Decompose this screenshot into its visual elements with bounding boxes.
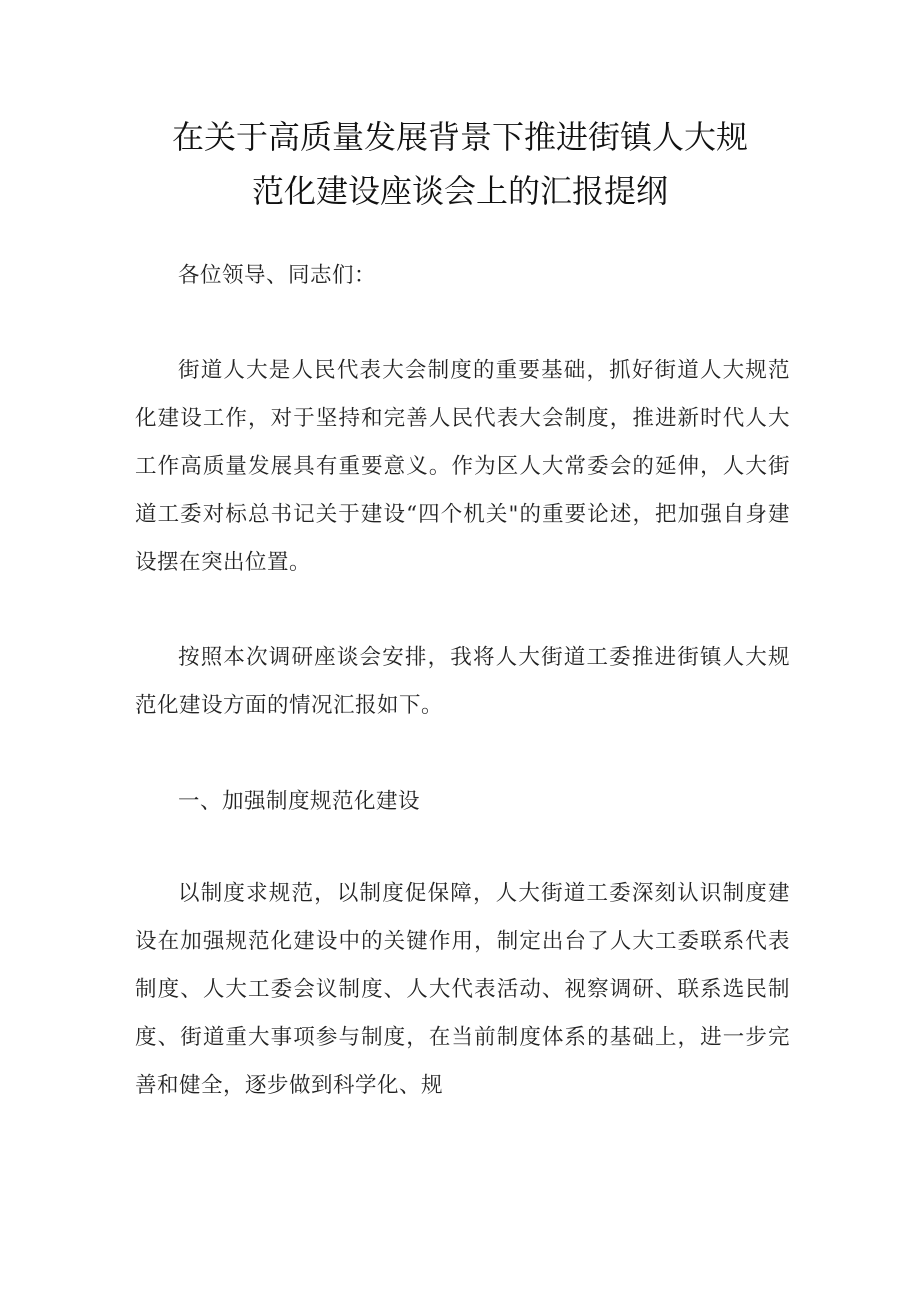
paragraph-arrangement: 按照本次调研座谈会安排，我将人大街道工委推进街镇人大规范化建设方面的情况汇报如下。 (135, 645, 790, 718)
document-title (135, 110, 785, 218)
section-heading-1: 一、加强制度规范化建设 (178, 789, 421, 814)
paragraph-system-building: 以制度求规范，以制度促保障，人大街道工委深刻认识制度建设在加强规范化建设中的关键作用，制定出台了人大工委联系代表制度、人大工委会议制度、人大代表活动、视察调研、联系选民制度、街道重大事项参与制度，在当前制度体系的基础上，进一步完善和健全，逐步做到科学化、规 (135, 881, 790, 1098)
title-line-2: 范化建设座谈会上的汇报提纲 (251, 172, 668, 210)
paragraph-intro: 街道人大是人民代表大会制度的重要基础，抓好街道人大规范化建设工作，对于坚持和完善人民代表大会制度，推进新时代人大工作高质量发展具有重要意义。作为区人大常委会的延伸，人大街道工委对标总书记关于建设“四个机关"的重要论述，把加强自身建设摆在突出位置。 (135, 358, 790, 575)
title-line-1: 在关于高质量发展背景下推进街镇人大规 (171, 118, 748, 156)
greeting-text: 各位领导、同志们： (178, 263, 377, 288)
